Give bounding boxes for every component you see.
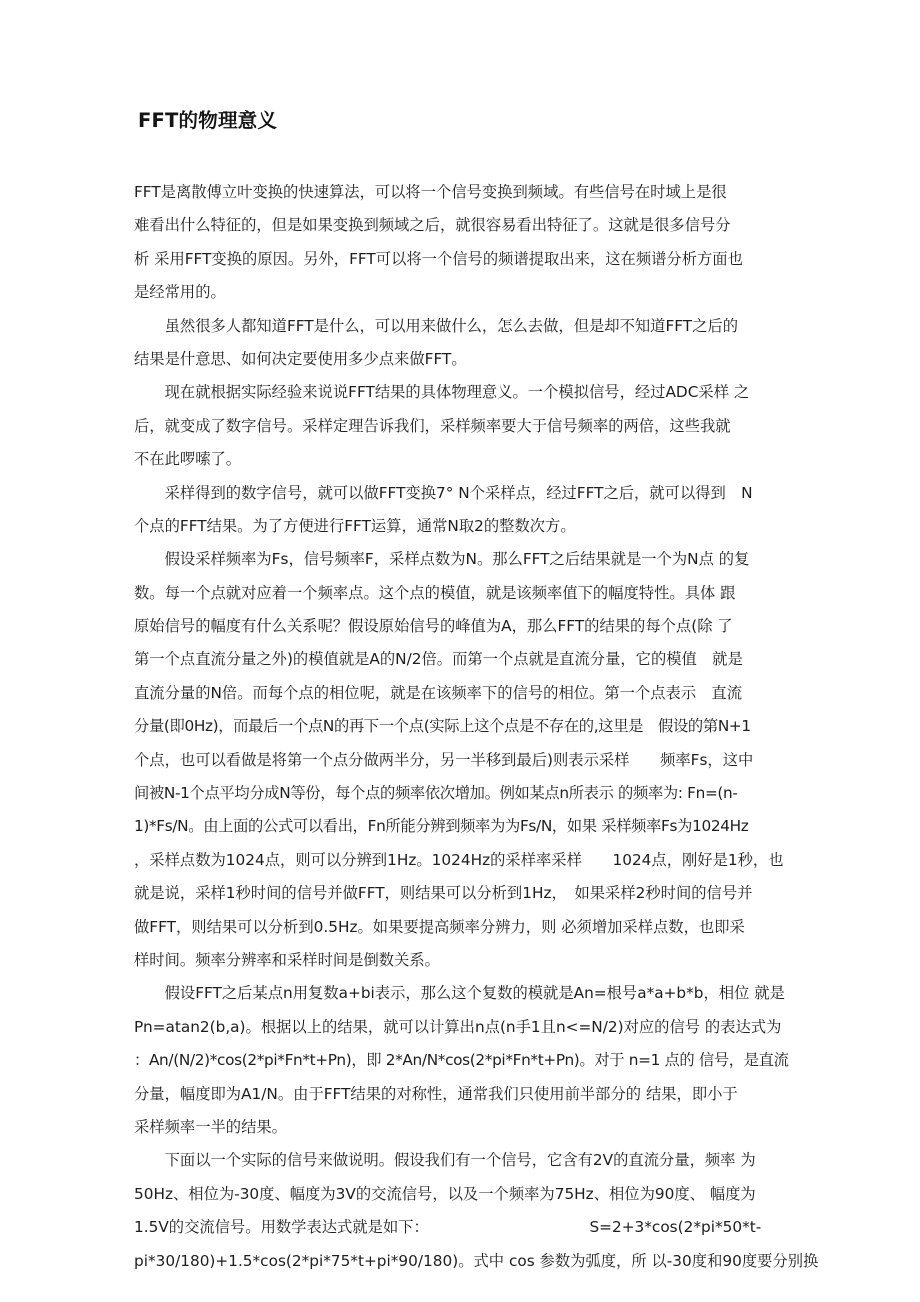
text-line: 现在就根据实际经验来说说FFT结果的具体物理意义。一个模拟信号，经过ADC采样 之 xyxy=(134,383,750,402)
text-line: 采样频率一半的结果。 xyxy=(134,1117,287,1136)
text-line: 就是说，采样1秒时间的信号并做FFT，则结果可以分析到1Hz， 如果采样2秒时间的信号并 xyxy=(134,884,753,903)
document-body xyxy=(134,176,819,1278)
text-line: 原始信号的幅度有什么关系呢？假设原始信号的峰值为A，那么FFT的结果的每个点(除 了 xyxy=(134,617,733,636)
text-line: 第一个点直流分量之外)的模值就是A的N/2倍。而第一个点就是直流分量，它的模值 就是 xyxy=(134,650,743,669)
text-line: 难看出什么特征的，但是如果变换到频域之后，就很容易看出特征了。这就是很多信号分 xyxy=(134,216,731,235)
text-line: 后，就变成了数字信号。采样定理告诉我们，采样频率要大于信号频率的两倍，这些我就 xyxy=(134,416,731,435)
text-line: ，采样点数为1024点，则可以分辨到1Hz。1024Hz的采样率采样 1024点，刚好是1秒，也 xyxy=(134,850,784,869)
text-line: 数。每一个点就对应着一个频率点。这个点的模值，就是该频率值下的幅度特性。具体 跟 xyxy=(134,583,736,602)
text-line: 是经常用的。 xyxy=(134,283,226,302)
text-line: 分量(即0Hz)，而最后一个点N的再下一个点(实际上这个点是不存在的,这里是 假设的第N+1 xyxy=(134,717,751,736)
text-line: 样时间。频率分辨率和采样时间是倒数关系。 xyxy=(134,950,440,969)
text-line: 假设FFT之后某点n用复数a+bi表示，那么这个复数的模就是An=根号a*a+b*b，相位 就是 xyxy=(134,984,785,1003)
text-line: 假设采样频率为Fs，信号频率F，采样点数为N。那么FFT之后结果就是一个为N点 的复 xyxy=(134,550,750,569)
text-line: 采样得到的数字信号，就可以做FFT变换7° N个采样点，经过FFT之后，就可以得到 N xyxy=(134,483,753,502)
text-line: 1.5V的交流信号。用数学表达式就是如下： S=2+3*cos(2*pi*50*t- xyxy=(134,1218,762,1237)
text-line: 析 采用FFT变换的原因。另外，FFT可以将一个信号的频谱提取出来，这在频谱分析方面也 xyxy=(134,249,743,268)
text-line: ：An/(N/2)*cos(2*pi*Fn*t+Pn)，即 2*An/N*cos(2*pi*Fn*t+Pn)。对于 n=1 点的 信号，是直流 xyxy=(134,1051,789,1070)
text-line: 下面以一个实际的信号来做说明。假设我们有一个信号，它含有2V的直流分量，频率 为 xyxy=(134,1151,756,1170)
text-line: 结果是什意思、如何决定要使用多少点来做FFT。 xyxy=(134,349,467,368)
text-line: 虽然很多人都知道FFT是什么，可以用来做什么，怎么去做，但是却不知道FFT之后的 xyxy=(134,316,739,335)
text-line: Pn=atan2(b,a)。根据以上的结果，就可以计算出n点(n手1且n<=N/2)对应的信号 的表达式为 xyxy=(134,1017,782,1036)
text-line: 分量，幅度即为A1/N。由于FFT结果的对称性，通常我们只使用前半部分的 结果，即小于 xyxy=(134,1084,738,1103)
text-line: 个点，也可以看做是将第一个点分做两半分，另一半移到最后)则表示采样 频率Fs，这中 xyxy=(134,750,754,769)
text-line: 个点的FFT结果。为了方便进行FFT运算，通常N取2的整数次方。 xyxy=(134,516,576,535)
text-line: 间被N-1个点平均分成N等份，每个点的频率依次增加。例如某点n所表示 的频率为: Fn=(n- xyxy=(134,784,738,803)
text-line: pi*30/180)+1.5*cos(2*pi*75*t+pi*90/180)。式中 cos 参数为弧度，所 以-30度和90度要分别换 xyxy=(134,1251,819,1270)
text-line: 1)*Fs/N。由上面的公式可以看出，Fn所能分辨到频率为为Fs/N，如果 采样频率Fs为1024Hz xyxy=(134,817,749,836)
text-line: 50Hz、相位为-30度、幅度为3V的交流信号，以及一个频率为75Hz、相位为90度、 幅度为 xyxy=(134,1184,756,1203)
text-line: FFT是离散傅立叶变换的快速算法，可以将一个信号变换到频域。有些信号在时域上是很 xyxy=(134,183,727,201)
text-line: 不在此啰嗦了。 xyxy=(134,450,242,469)
page-title: FFT的物理意义 xyxy=(138,109,278,133)
text-line: 直流分量的N倍。而每个点的相位呢，就是在该频率下的信号的相位。第一个点表示 直流 xyxy=(134,683,743,702)
text-line: 做FFT，则结果可以分析到0.5Hz。如果要提高频率分辨力，则 必须增加采样点数，也即采 xyxy=(134,917,745,936)
